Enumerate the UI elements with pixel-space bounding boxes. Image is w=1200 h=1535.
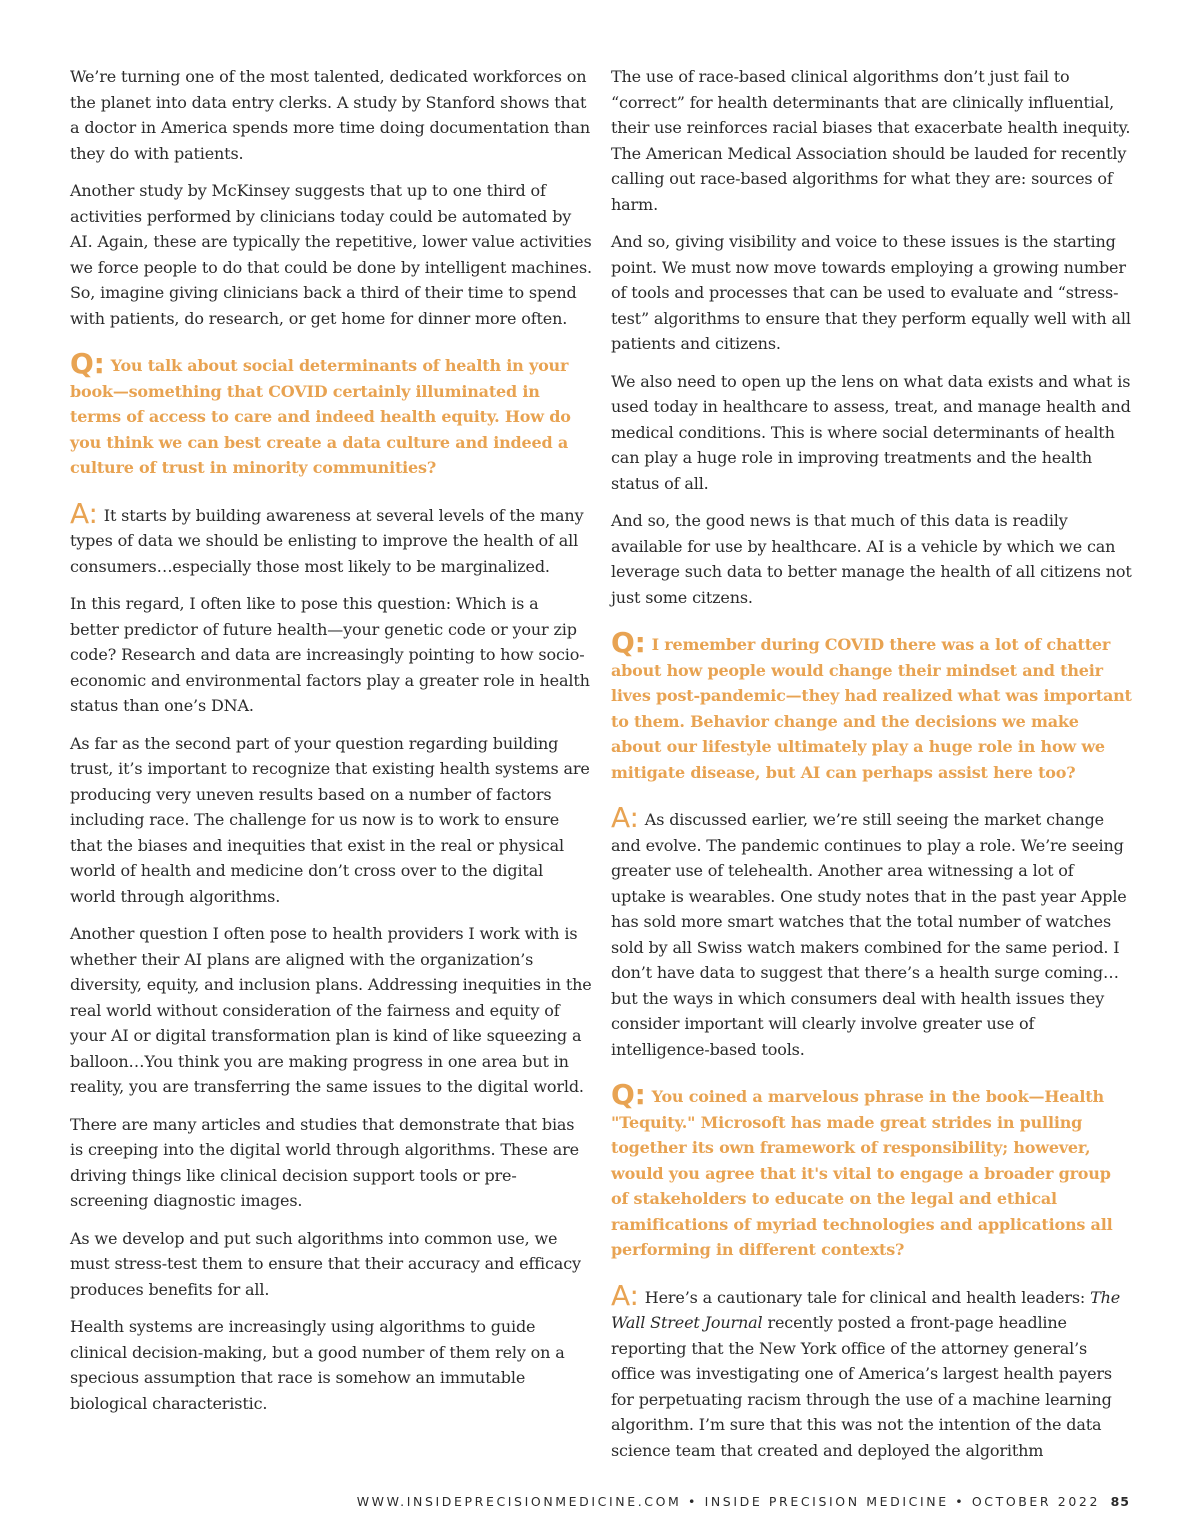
question-marker: Q:: [611, 626, 646, 659]
paragraph: And so, giving visibility and voice to these issues is the starting point. We must now move towards employing a growing number of tools and processes that can be used to evaluate and “stress-test” algorithms to ensure that they perform equally well with all patients and citizens.: [611, 232, 1131, 353]
paragraph: As far as the second part of your question regarding building trust, it’s important to recognize that existing health systems are producing very uneven results based on a number of factors including race. The challenge for us now is to work to ensure that the biases and inequities that exist in the real or physical world of health and medicine don’t cross over to the digital world through algorithms.: [70, 733, 590, 906]
question-marker: Q:: [611, 1078, 646, 1111]
page-number: 85: [1110, 1494, 1130, 1509]
answer-paragraph: [70, 496, 592, 580]
paragraph: And so, the good news is that much of this data is readily available for use by healthcare. AI is a vehicle by which we can leverage such data to better manage the health of all citizens not just some citzens.: [611, 511, 1132, 607]
paragraph: Health systems are increasingly using algorithms to guide clinical decision-making, but a good number of them rely on a specious assumption that race is somehow an immutable biological characteristic.: [70, 1317, 565, 1413]
footer-text: WWW.INSIDEPRECISIONMEDICINE.COM • INSIDE PRECISION MEDICINE • OCTOBER 2022: [356, 1494, 1101, 1509]
question-text: You coined a marvelous phrase in the book—Health "Tequity." Microsoft has made great strides in pulling together its own framework of responsibility; however, would you agree that it's vital to engage a broader group of stakeholders to educate on the legal and ethical ramifications of myriad technologies and applications all performing in different contexts?: [611, 1087, 1113, 1259]
answer-paragraph: [611, 801, 1133, 1062]
paragraph: We also need to open up the lens on what data exists and what is used today in healthcare to assess, treat, and manage health and medical conditions. This is where social determinants of health can play a huge role in improving treatments and the health status of all.: [611, 371, 1131, 493]
answer-lead: Here’s a cautionary tale for clinical and health leaders:: [644, 1287, 1086, 1307]
answer-text: It starts by building awareness at several levels of the many types of data we should be enlisting to improve the health of all consumers…especially those most likely to be marginalized.: [70, 505, 584, 576]
right-column: [611, 64, 1133, 1475]
publication-title: The Wall Street Journal: [611, 1287, 1121, 1332]
page-footer: [357, 1494, 1130, 1509]
paragraph: There are many articles and studies that demonstrate that bias is creeping into the digital world through algorithms. These are driving things like clinical decision support tools or pre-screening diagnostic images.: [70, 1114, 579, 1210]
paragraph: We’re turning one of the most talented, dedicated workforces on the planet into data entry clerks. A study by Stanford shows that a doctor in America spends more time doing documentation than they do with patients.: [70, 67, 591, 163]
answer-marker: A:: [611, 801, 639, 834]
paragraph: Another study by McKinsey suggests that up to one third of activities performed by clinicians today could be automated by AI. Again, these are typically the repetitive, lower value activities we force people to do that could be done by intelligent machines. So, imagine giving clinicians back a third of their time to spend with patients, do research, or get home for dinner more often.: [70, 181, 592, 328]
question-block: [611, 1078, 1133, 1263]
question-text: You talk about social determinants of health in your book—something that COVID certainly illuminated in terms of access to care and indeed health equity. How do you think we can best create a data culture and indeed a culture of trust in minority communities?: [70, 356, 571, 477]
paragraph: As we develop and put such algorithms into common use, we must stress-test them to ensure that their accuracy and efficacy produces benefits for all.: [70, 1228, 581, 1299]
question-text: I remember during COVID there was a lot of chatter about how people would change their mindset and their lives post-pandemic—they had realized what was important to them. Behavior change and the decisions we make about our lifestyle ultimately play a huge role in how we mitigate disease, but AI can perhaps assist here too?: [611, 635, 1132, 782]
paragraph: The use of race-based clinical algorithms don’t just fail to “correct” for health determinants that are clinically influential, their use reinforces racial biases that exacerbate health inequity. The American Medical Association should be lauded for recently calling out race-based algorithms for what they are: sources of harm.: [611, 67, 1131, 214]
paragraph: Another question I often pose to health providers I work with is whether their AI plans are aligned with the organization’s diversity, equity, and inclusion plans. Addressing inequities in the real world without consideration of the fairness and equity of your AI or digital transformation plan is kind of like squeezing a balloon…You think you are making progress in one area but in reality, you are transferring the same issues to the digital world.: [70, 924, 592, 1096]
answer-text: recently posted a front-page headline reporting that the New York office of the attorney general’s office was investigating one of America’s largest health payers for perpetuating racism through the use of a machine learning algorithm. I’m sure that this was not the intention of the data science team that created and deployed the algorithm: [611, 1313, 1112, 1460]
question-marker: Q:: [70, 347, 105, 380]
left-column: [70, 64, 592, 1428]
answer-marker: A:: [70, 496, 98, 530]
question-block: [611, 626, 1133, 785]
paragraph: In this regard, I often like to pose this question: Which is a better predictor of future health—your genetic code or your zip code? Research and data are increasingly pointing to how socio-economic and environmental factors play a greater role in health status than one’s DNA.: [70, 594, 590, 715]
answer-text: As discussed earlier, we’re still seeing the market change and evolve. The pandemic continues to play a role. We’re seeing greater use of telehealth. Another area witnessing a lot of uptake is wearables. One study notes that in the past year Apple has sold more smart watches that the total number of watches sold by all Swiss watch makers combined for the same period. I don’t have data to suggest that there’s a health surge coming…but the ways in which consumers deal with health issues they consider important will clearly involve greater use of intelligence-based tools.: [611, 810, 1127, 1059]
answer-marker: A:: [611, 1278, 639, 1312]
question-block: [70, 347, 592, 481]
answer-paragraph: [611, 1278, 1133, 1464]
